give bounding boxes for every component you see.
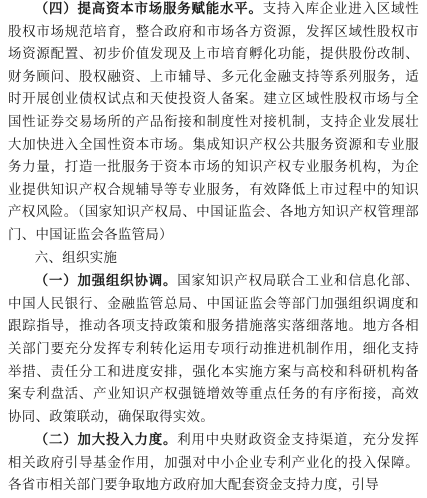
paragraph-lead-title: （一）加强组织协调。 [34,273,178,290]
paragraph-capital-market-services [8,0,419,248]
paragraph-lead-title: （四）提高资本市场服务赋能水平。 [34,1,263,17]
paragraph-body: 国家知识产权局联合工业和信息化部、中国人民银行、金融监管总局、中国证监会等部门加强组织调度和跟踪指导，推动各项支持政策和服务措施落实落细落地。地方各相关部门要充分发挥专利转化运用专项行动推进机制作用，细化支持举措、责任分工和进度安排，强化本实施方案与高校和科研机构备案专利盘活、产业知识产权强链增效等重点任务的有序衔接，高效协同、政策联动，确保取得实效。 [8,274,419,425]
paragraph-body: 利用中央财政资金支持渠道，充分发挥相关政府引导基金作用，加强对中小企业专利产业化的投入保障。各省市相关部门要争取地方政府加大配套资金支持力度，引导 [8,433,419,494]
paragraph-investment [8,429,419,498]
paragraph-lead-title: （二）加大投入力度。 [34,432,178,449]
paragraph-coordination [8,270,419,429]
paragraph-body: 支持入库企业进入区域性股权市场规范培育，整合政府和市场各方资源，发挥区域性股权市场资源配置、初步价值发现及上市培育孵化功能，提供股份改制、财务顾问、股权融资、上市辅导、多元化金融支持等系列服务，适时开展创业债权试点和天使投资人备案。建立区域性股权市场与全国性证券交易场所的产品衔接和制度性对接机制，支持企业发展壮大加快进入全国性资本市场。集成知识产权公共服务资源和专业服务力量，打造一批服务于资本市场的知识产权专业服务机构，为企业提供知识产权合规辅导等专业服务，有效降低上市过程中的知识产权风险。（国家知识产权局、中国证监会、各地方知识产权管理部门、中国证监会各监管局） [8,2,419,243]
section-heading-organization: 六、组织实施 [34,250,118,266]
